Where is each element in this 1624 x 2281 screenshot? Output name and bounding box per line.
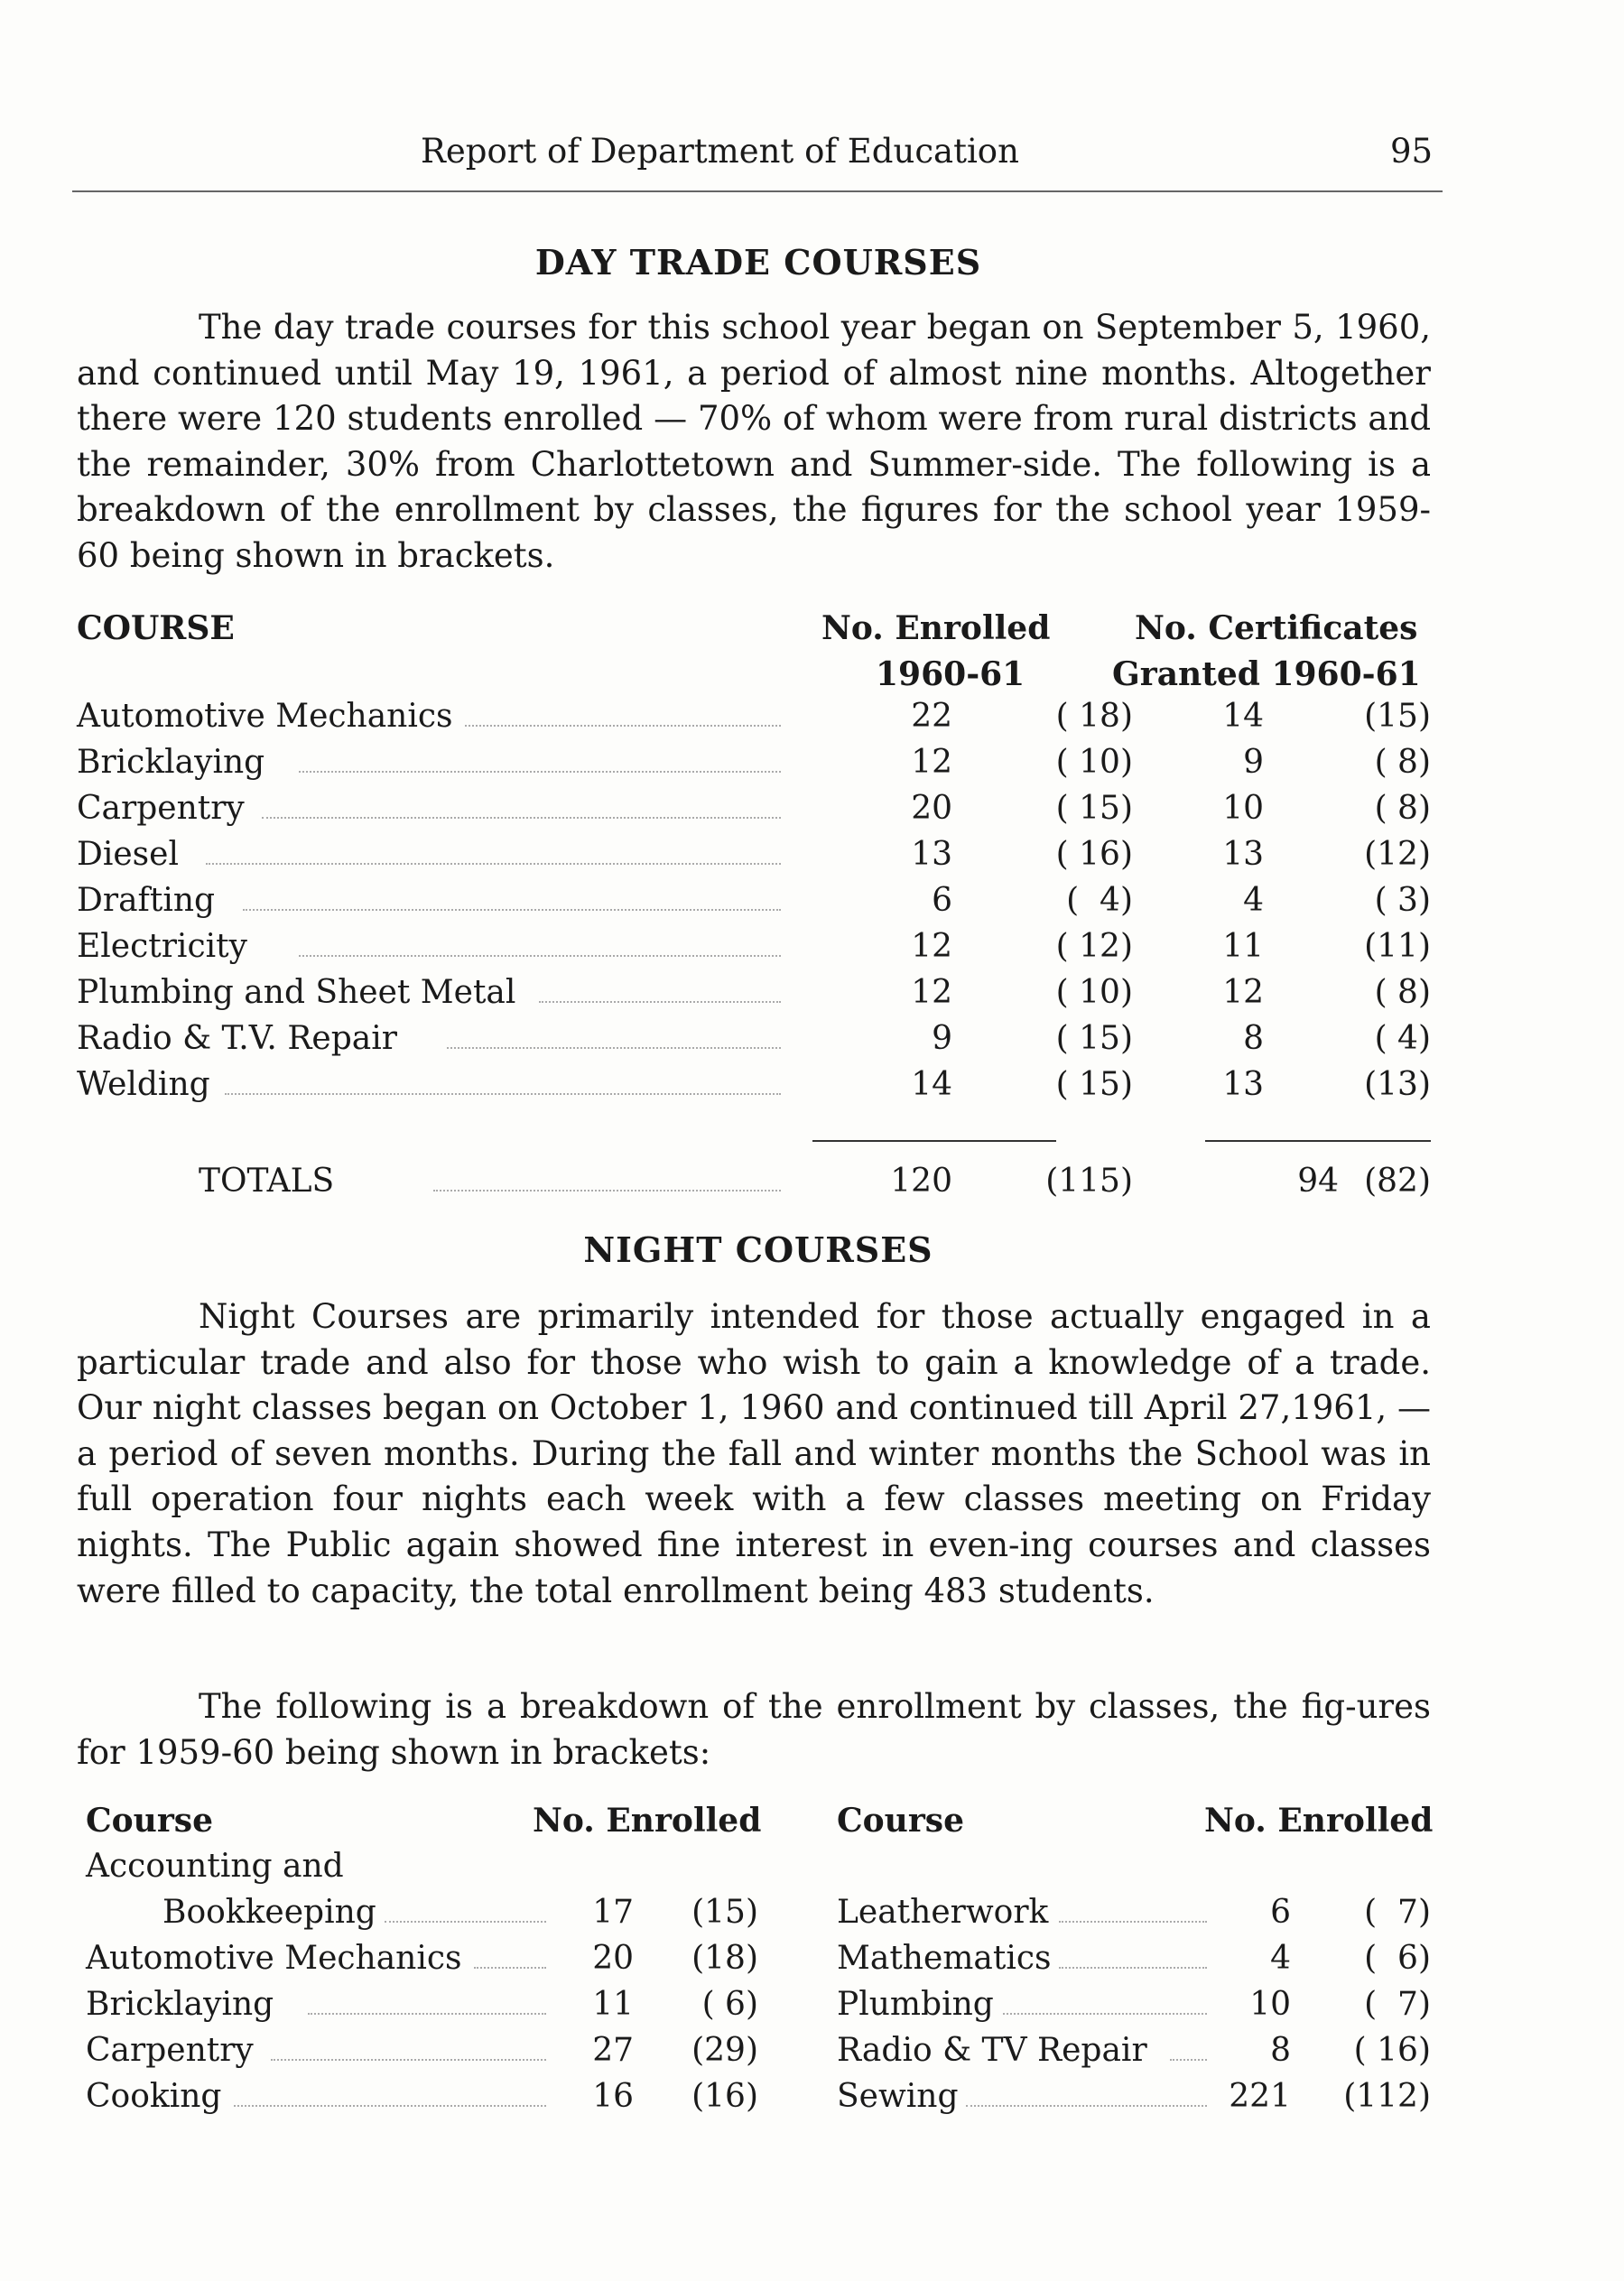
dot-leader xyxy=(433,1190,781,1191)
dot-leader xyxy=(299,955,782,957)
enrolled-prev-value: ( 7) xyxy=(1364,1986,1431,2023)
dot-leader xyxy=(271,2059,547,2061)
certificates-value: 10 xyxy=(1222,790,1264,827)
course-name: Carpentry xyxy=(77,790,245,827)
totals-certs-prev: (82) xyxy=(1364,1163,1431,1200)
header-rule xyxy=(72,190,1443,192)
dot-leader xyxy=(225,1093,782,1095)
course-name: Plumbing and Sheet Metal xyxy=(77,974,516,1011)
enrolled-prev-value: ( 15) xyxy=(1055,1020,1133,1057)
certificates-prev-value: (15) xyxy=(1364,698,1431,735)
enrolled-prev-value: ( 18) xyxy=(1055,698,1133,735)
certificates-value: 13 xyxy=(1222,1066,1264,1103)
totals-label: TOTALS xyxy=(199,1163,335,1200)
night-paragraph-2: The following is a breakdown of the enrollment by classes, the fig-ures for 1959-60 being shown in brackets: xyxy=(77,1687,1431,1772)
dot-leader xyxy=(1003,2013,1207,2015)
dot-leader xyxy=(308,2013,547,2015)
enrolled-value: 12 xyxy=(911,744,952,781)
enrolled-prev-value: ( 16) xyxy=(1353,2032,1431,2069)
night-row-left xyxy=(86,2078,758,2123)
course-name: Diesel xyxy=(77,836,179,873)
course-name: Plumbing xyxy=(837,1986,994,2023)
enrolled-total-rule xyxy=(812,1140,1056,1142)
dot-leader xyxy=(1059,1967,1208,1969)
dot-leader xyxy=(262,817,782,819)
certificates-prev-value: ( 4) xyxy=(1374,1020,1431,1057)
dot-leader xyxy=(206,863,781,865)
course-name: Automotive Mechanics xyxy=(77,698,453,735)
dot-leader xyxy=(1170,2059,1208,2061)
dot-leader xyxy=(385,1921,547,1923)
enrolled-prev-value: (15) xyxy=(691,1894,758,1931)
enrolled-prev-value: ( 4) xyxy=(1066,882,1133,919)
totals-enrolled-prev: (115) xyxy=(1045,1163,1133,1200)
night-paragraph-1: Night Courses are primarily intended for those actually engaged in a particular trade and also for those who wish to gain a knowledge of a trade. Our night classes began on October 1, 1960 and continued till April 27,1961, — a period of seven months. During the fall and winter months the School was in full operation four nights each week with a few classes meeting on Friday nights. The Public again showed fine interest in even-ing courses and classes were filled to capacity, the total enrollment being 483 students. xyxy=(77,1297,1431,1610)
certificates-prev-value: ( 8) xyxy=(1374,790,1431,827)
dot-leader xyxy=(299,771,782,773)
course-name: Welding xyxy=(77,1066,210,1103)
enrolled-value: 16 xyxy=(592,2078,634,2115)
enrolled-prev-value: ( 15) xyxy=(1055,790,1133,827)
night-row-left xyxy=(86,1940,758,1985)
page-number: 95 xyxy=(1390,132,1434,171)
table-row xyxy=(77,744,1431,789)
enrolled-value: 6 xyxy=(932,882,952,919)
certificates-prev-value: ( 8) xyxy=(1374,974,1431,1011)
certificates-value: 11 xyxy=(1222,928,1264,965)
dot-leader xyxy=(465,725,781,727)
night-row-right xyxy=(837,2078,1431,2123)
enrolled-value: 221 xyxy=(1229,2078,1291,2115)
table-row xyxy=(77,928,1431,973)
certificates-prev-value: (13) xyxy=(1364,1066,1431,1103)
night-row-left xyxy=(86,1894,758,1939)
enrolled-value: 22 xyxy=(911,698,952,735)
night-col-course-right: Course xyxy=(837,1802,964,1840)
enrolled-prev-value: (18) xyxy=(691,1940,758,1977)
day-col-enrolled-year: 1960-61 xyxy=(876,655,1025,693)
night-row-left xyxy=(86,1986,758,2031)
certificates-value: 14 xyxy=(1222,698,1264,735)
enrolled-value: 4 xyxy=(1270,1940,1291,1977)
course-name: Sewing xyxy=(837,2078,959,2115)
totals-enrolled: 120 xyxy=(890,1163,952,1200)
totals-row xyxy=(77,1163,1431,1208)
course-name: Drafting xyxy=(77,882,216,919)
enrolled-value: 12 xyxy=(911,928,952,965)
course-name: Carpentry xyxy=(86,2032,254,2069)
day-trade-title: DAY TRADE COURSES xyxy=(534,242,982,283)
night-row-left xyxy=(86,1848,758,1893)
enrolled-prev-value: ( 7) xyxy=(1364,1894,1431,1931)
enrolled-prev-value: ( 10) xyxy=(1055,744,1133,781)
totals-certs: 94 xyxy=(1297,1163,1339,1200)
dot-leader xyxy=(447,1047,782,1049)
enrolled-value: 8 xyxy=(1270,2032,1291,2069)
night-row-left xyxy=(86,2032,758,2077)
course-name: Radio & TV Repair xyxy=(837,2032,1147,2069)
enrolled-value: 20 xyxy=(592,1940,634,1977)
enrolled-prev-value: ( 6) xyxy=(701,1986,758,2023)
night-courses-title: NIGHT COURSES xyxy=(583,1229,933,1270)
day-col-enrolled: No. Enrolled xyxy=(821,609,1051,647)
certificates-value: 8 xyxy=(1243,1020,1264,1057)
enrolled-prev-value: (29) xyxy=(691,2032,758,2069)
enrolled-value: 20 xyxy=(911,790,952,827)
course-name: Bricklaying xyxy=(77,744,265,781)
certs-total-rule xyxy=(1205,1140,1431,1142)
course-name: Accounting and xyxy=(86,1848,344,1885)
enrolled-value: 6 xyxy=(1270,1894,1291,1931)
course-name: Bricklaying xyxy=(86,1986,274,2023)
course-name: Leatherwork xyxy=(837,1894,1049,1931)
enrolled-value: 13 xyxy=(911,836,952,873)
running-header: Report of Department of Education xyxy=(421,132,1019,171)
enrolled-prev-value: (112) xyxy=(1343,2078,1431,2115)
table-row xyxy=(77,790,1431,835)
dot-leader xyxy=(474,1967,546,1969)
certificates-prev-value: (11) xyxy=(1364,928,1431,965)
enrolled-value: 11 xyxy=(592,1986,634,2023)
dot-leader xyxy=(243,909,781,911)
enrolled-prev-value: ( 10) xyxy=(1055,974,1133,1011)
certificates-prev-value: ( 3) xyxy=(1374,882,1431,919)
dot-leader xyxy=(539,1001,781,1003)
course-name: Mathematics xyxy=(837,1940,1052,1977)
enrolled-value: 14 xyxy=(911,1066,952,1103)
table-row xyxy=(77,1020,1431,1065)
day-col-certificates: No. Certificates xyxy=(1135,609,1418,647)
dot-leader xyxy=(234,2105,547,2107)
course-name: Automotive Mechanics xyxy=(86,1940,462,1977)
enrolled-value: 10 xyxy=(1249,1986,1291,2023)
night-col-course-left: Course xyxy=(86,1802,213,1840)
dot-leader xyxy=(966,2105,1207,2107)
enrolled-prev-value: (16) xyxy=(691,2078,758,2115)
night-row-right xyxy=(837,1986,1431,2031)
certificates-value: 4 xyxy=(1243,882,1264,919)
certificates-value: 9 xyxy=(1243,744,1264,781)
enrolled-value: 27 xyxy=(592,2032,634,2069)
night-row-right xyxy=(837,1894,1431,1939)
course-name: Bookkeeping xyxy=(162,1894,376,1931)
table-row xyxy=(77,974,1431,1019)
enrolled-value: 17 xyxy=(592,1894,634,1931)
day-col-course: COURSE xyxy=(77,609,235,647)
dot-leader xyxy=(1059,1921,1208,1923)
enrolled-prev-value: ( 16) xyxy=(1055,836,1133,873)
course-name: Radio & T.V. Repair xyxy=(77,1020,397,1057)
table-row xyxy=(77,1066,1431,1111)
night-col-enrolled-left: No. Enrolled xyxy=(533,1802,762,1840)
night-row-right xyxy=(837,1940,1431,1985)
night-col-enrolled-right: No. Enrolled xyxy=(1204,1802,1434,1840)
enrolled-value: 9 xyxy=(932,1020,952,1057)
enrolled-prev-value: ( 15) xyxy=(1055,1066,1133,1103)
enrolled-value: 12 xyxy=(911,974,952,1011)
certificates-value: 12 xyxy=(1222,974,1264,1011)
day-trade-paragraph: The day trade courses for this school year began on September 5, 1960, and continued until May 19, 1961, a period of almost nine months. Altogether there were 120 students enrolled — 70% of whom were from rural districts and the remainder, 30% from Charlottetown and Summer-side. The following is a breakdown of the enrollment by classes, the figures for the school year 1959-60 being shown in brackets. xyxy=(77,308,1431,575)
day-col-granted: Granted 1960-61 xyxy=(1112,655,1421,693)
course-name: Cooking xyxy=(86,2078,222,2115)
certificates-prev-value: ( 8) xyxy=(1374,744,1431,781)
enrolled-prev-value: ( 12) xyxy=(1055,928,1133,965)
course-name: Electricity xyxy=(77,928,247,965)
table-row xyxy=(77,836,1431,881)
certificates-prev-value: (12) xyxy=(1364,836,1431,873)
certificates-value: 13 xyxy=(1222,836,1264,873)
night-row-right xyxy=(837,2032,1431,2077)
enrolled-prev-value: ( 6) xyxy=(1364,1940,1431,1977)
table-row xyxy=(77,698,1431,743)
table-row xyxy=(77,882,1431,927)
